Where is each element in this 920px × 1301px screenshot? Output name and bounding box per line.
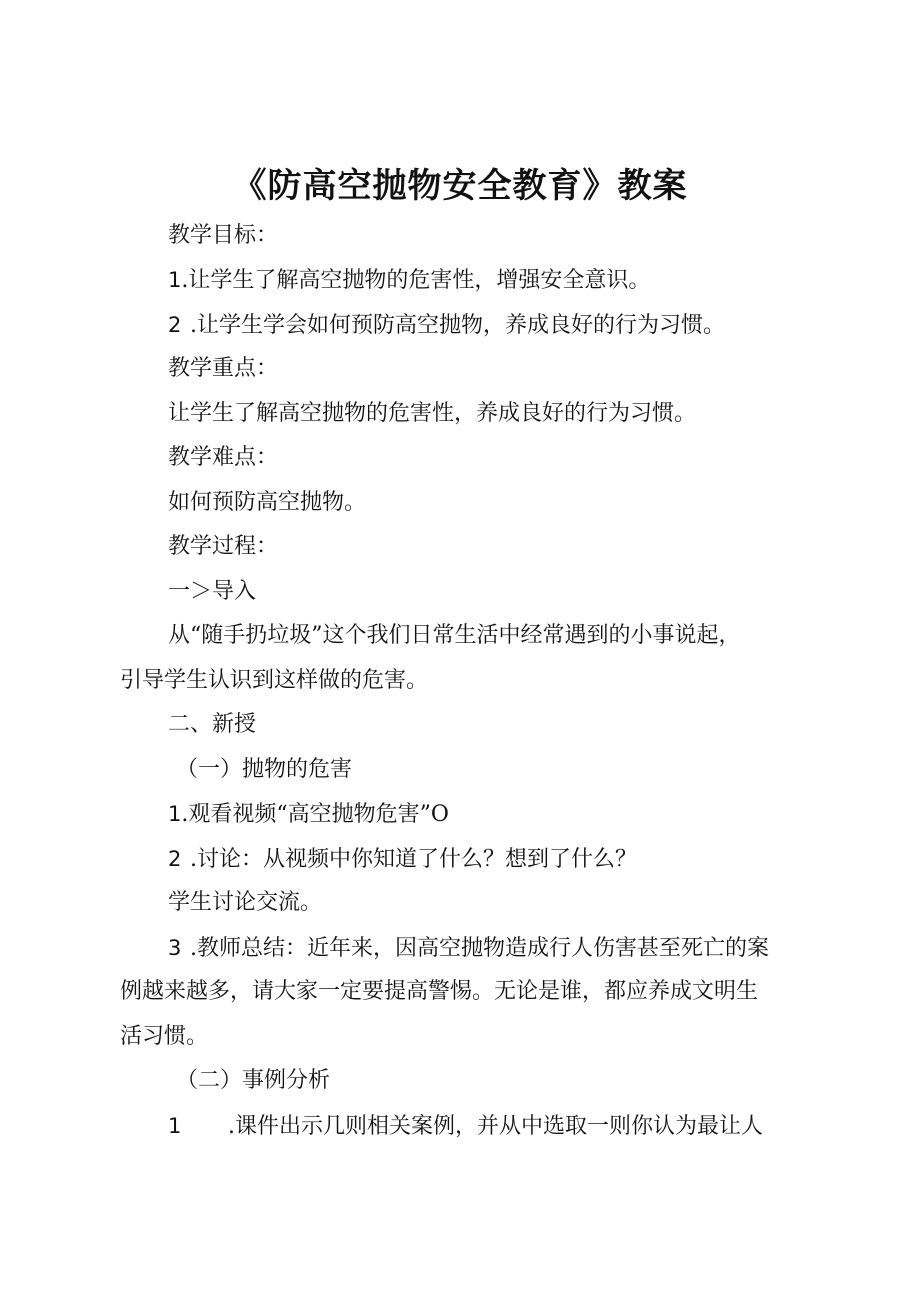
step-2-number: 2 xyxy=(168,847,182,871)
step-3-number: 3 xyxy=(168,936,182,960)
difficulties-text: 如何预防高空抛物。 xyxy=(168,490,367,515)
section-2-heading: 二、新授 xyxy=(168,712,257,737)
objective-1 xyxy=(168,264,650,297)
step-1-number: 1 xyxy=(168,802,182,826)
section-1-text-line1: 从“随手扔垃圾”这个我们日常生活中经常遇到的小事说起， xyxy=(168,623,741,648)
key-points-text: 让学生了解高空抛物的危害性，养成良好的行为习惯。 xyxy=(168,401,697,426)
subsection-1-heading: （一）抛物的危害 xyxy=(176,757,353,782)
step-3-text-line1: .教师总结：近年来，因高空抛物造成行人伤害甚至死亡的案 xyxy=(190,936,769,961)
objective-1-number: 1 xyxy=(168,268,182,292)
section-1-text-line2: 引导学生认识到这样做的危害。 xyxy=(120,668,429,693)
step-3-line2: 例越来越多，请大家一定要提高警惕。无论是谁，都应养成文明生 xyxy=(120,979,759,1004)
case-1 xyxy=(168,1110,763,1143)
step-2 xyxy=(168,843,637,876)
difficulties-heading: 教学难点： xyxy=(168,445,279,470)
objective-2 xyxy=(168,309,725,342)
step-1-text: .观看视频“高空抛物危害”O xyxy=(181,802,449,827)
step-1 xyxy=(168,798,449,831)
subsection-2-heading: （二）事例分析 xyxy=(176,1068,331,1093)
step-2-text: .讨论：从视频中你知道了什么？想到了什么？ xyxy=(190,847,637,872)
objective-1-text: .让学生了解高空抛物的危害性，增强安全意识。 xyxy=(181,268,651,293)
case-1-text: .课件出示几则相关案例，并从中选取一则你认为最让人 xyxy=(228,1114,763,1139)
section-1-heading: 一＞导入 xyxy=(168,579,257,604)
objectives-heading: 教学目标： xyxy=(168,223,279,248)
process-heading: 教学过程： xyxy=(168,534,279,559)
step-2-followup: 学生讨论交流。 xyxy=(168,890,323,915)
step-3-line1 xyxy=(168,932,769,965)
objective-2-text: .让学生学会如何预防高空抛物，养成良好的行为习惯。 xyxy=(190,313,725,338)
objective-2-number: 2 xyxy=(168,313,182,337)
case-1-number: 1 xyxy=(168,1114,182,1138)
key-points-heading: 教学重点： xyxy=(168,356,279,381)
step-3-line3: 活习惯。 xyxy=(120,1024,209,1049)
document-title: 《防高空抛物安全教育》教案 xyxy=(232,166,688,206)
